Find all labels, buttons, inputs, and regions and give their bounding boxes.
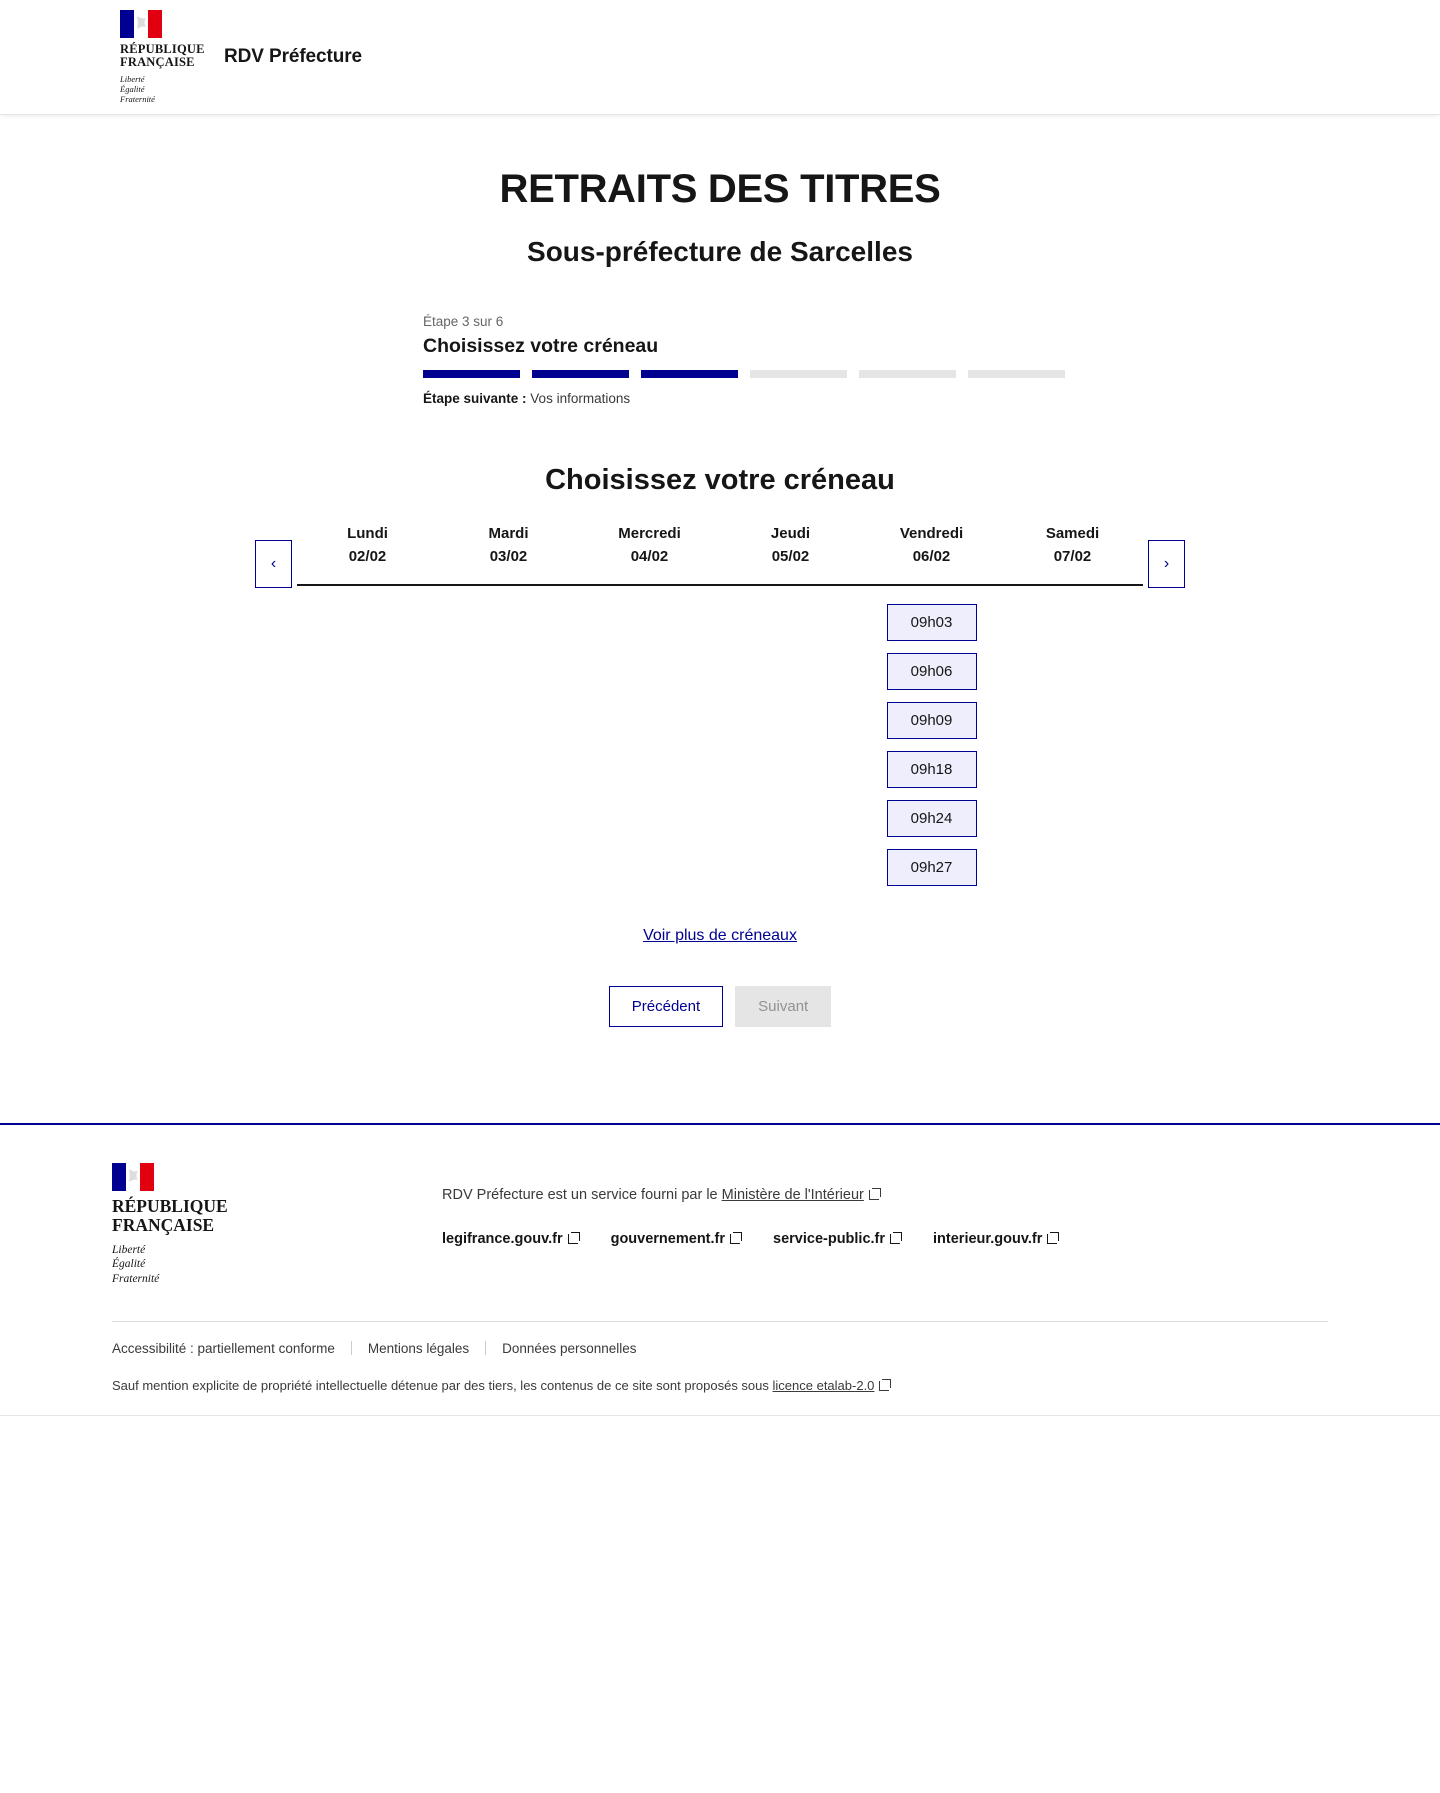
footer-right xyxy=(442,1163,1328,1247)
day-date: 02/02 xyxy=(348,547,387,565)
day-name: Mercredi xyxy=(618,525,681,542)
footer-motto-line-2: Égalité xyxy=(112,1258,146,1271)
day-slot-list xyxy=(579,586,720,604)
stepper-bar-6 xyxy=(968,370,1065,378)
footer-republic-line2: FRANÇAISE xyxy=(112,1215,215,1236)
slot-button[interactable]: 09h18 xyxy=(887,751,977,788)
stepper-count: Étape 3 sur 6 xyxy=(423,314,504,329)
day-header xyxy=(297,523,438,586)
republic-name-line1: RÉPUBLIQUE xyxy=(120,41,205,56)
stepper-bar-3 xyxy=(641,370,738,378)
footer-bottom xyxy=(112,1322,1328,1415)
stepper-next-step xyxy=(423,391,1065,406)
footer-legal-text: Sauf mention explicite de propriété intellectuelle détenue par des tiers, les contenus de ce site sont proposés sous xyxy=(112,1377,773,1393)
chevron-left-icon: ‹ xyxy=(270,555,277,572)
footer-inner xyxy=(112,1163,1328,1415)
french-flag-icon xyxy=(112,1163,154,1191)
french-flag-icon xyxy=(120,10,162,38)
footer-top xyxy=(112,1163,1328,1287)
motto-line-1: Liberté xyxy=(120,73,145,84)
main-content xyxy=(0,115,1440,1027)
stepper-bar-2 xyxy=(532,370,629,378)
stepper-bar-5 xyxy=(859,370,956,378)
header-inner xyxy=(0,10,362,105)
footer-meta-link-1[interactable]: Mentions légales xyxy=(367,1340,470,1356)
stepper-progress xyxy=(423,370,1065,378)
stepper xyxy=(375,314,1065,406)
meta-divider xyxy=(485,1341,486,1355)
etalab-license-label: licence etalab-2.0 xyxy=(772,1377,875,1393)
external-link-icon xyxy=(869,1188,881,1200)
day-header xyxy=(1002,523,1143,586)
site-footer xyxy=(0,1123,1440,1416)
slot-button[interactable]: 09h24 xyxy=(887,800,977,837)
day-header xyxy=(720,523,861,586)
day-date: 04/02 xyxy=(630,547,669,565)
footer-meta-link-0[interactable]: Accessibilité : partiellement conforme xyxy=(112,1340,335,1356)
next-button[interactable]: Suivant xyxy=(735,986,831,1027)
day-name: Jeudi xyxy=(770,525,811,542)
footer-description-text: RDV Préfecture est un service fourni par le xyxy=(442,1187,722,1203)
page-title: RETRAITS DES TITRES xyxy=(499,167,941,211)
footer-link-legifrance-gouv-fr[interactable] xyxy=(442,1231,580,1247)
day-column-vendredi xyxy=(861,523,1002,886)
footer-republic-motto xyxy=(112,1243,442,1287)
slot-button[interactable]: 09h03 xyxy=(887,604,977,641)
footer-republique-francaise-logo xyxy=(112,1163,442,1287)
footer-meta-link-2[interactable]: Données personnelles xyxy=(502,1340,637,1356)
footer-legal xyxy=(112,1378,1328,1415)
day-name: Samedi xyxy=(1045,525,1100,542)
day-column-mercredi xyxy=(579,523,720,886)
motto-line-2: Égalité xyxy=(120,83,145,94)
day-date: 06/02 xyxy=(912,547,951,565)
footer-link-gouvernement-fr[interactable] xyxy=(611,1231,742,1247)
stepper-next-value: Vos informations xyxy=(530,391,631,406)
footer-link-interieur-gouv-fr[interactable] xyxy=(933,1231,1059,1247)
next-week-button[interactable] xyxy=(1148,540,1185,588)
day-header xyxy=(438,523,579,586)
slot-button[interactable]: 09h09 xyxy=(887,702,977,739)
republique-francaise-logo xyxy=(120,10,205,105)
footer-meta-links xyxy=(112,1341,1328,1356)
footer-republic-line1: RÉPUBLIQUE xyxy=(112,1196,228,1216)
footer-link-label: legifrance.gouv.fr xyxy=(442,1231,563,1247)
day-column-jeudi xyxy=(720,523,861,886)
slot-button[interactable]: 09h06 xyxy=(887,653,977,690)
ministry-link[interactable] xyxy=(722,1187,881,1203)
day-date: 07/02 xyxy=(1053,547,1092,565)
day-slot-list xyxy=(1002,586,1143,604)
footer-description xyxy=(442,1187,1328,1203)
slots-heading: Choisissez votre créneau xyxy=(545,464,895,496)
day-columns xyxy=(297,523,1143,886)
stepper-bar-1 xyxy=(423,370,520,378)
day-slot-list xyxy=(861,586,1002,886)
previous-button[interactable]: Précédent xyxy=(609,986,723,1027)
site-header xyxy=(0,0,1440,115)
footer-link-label: service-public.fr xyxy=(773,1231,886,1247)
stepper-bar-4 xyxy=(750,370,847,378)
motto-line-3: Fraternité xyxy=(120,94,155,105)
republic-motto xyxy=(120,74,202,105)
day-name: Mardi xyxy=(488,525,529,542)
external-link-icon xyxy=(890,1232,902,1244)
day-date: 03/02 xyxy=(489,547,528,565)
republic-name xyxy=(120,41,205,70)
etalab-license-link[interactable] xyxy=(773,1378,892,1393)
day-header xyxy=(579,523,720,586)
footer-motto-line-3: Fraternité xyxy=(112,1272,160,1285)
previous-week-button[interactable] xyxy=(255,540,292,588)
more-slots-link[interactable]: Voir plus de créneaux xyxy=(637,926,803,946)
footer-bottom-rule xyxy=(0,1415,1440,1416)
day-slot-list xyxy=(297,586,438,604)
day-slot-list xyxy=(720,586,861,604)
footer-republic-name xyxy=(112,1197,442,1236)
slot-calendar xyxy=(255,523,1185,886)
meta-divider xyxy=(351,1341,352,1355)
footer-link-list xyxy=(442,1231,1328,1247)
day-column-samedi xyxy=(1002,523,1143,886)
day-column-lundi xyxy=(297,523,438,886)
ministry-link-label: Ministère de l'Intérieur xyxy=(721,1187,864,1203)
external-link-icon xyxy=(879,1379,891,1391)
day-slot-list xyxy=(438,586,579,604)
service-title: RDV Préfecture xyxy=(224,46,362,67)
day-column-mardi xyxy=(438,523,579,886)
page-subtitle: Sous-préfecture de Sarcelles xyxy=(527,236,913,267)
form-actions xyxy=(0,986,1440,1027)
day-name: Lundi xyxy=(347,525,388,542)
stepper-current-title: Choisissez votre créneau xyxy=(423,335,659,357)
chevron-right-icon: › xyxy=(1163,555,1170,572)
day-date: 05/02 xyxy=(771,547,810,565)
day-header xyxy=(861,523,1002,586)
external-link-icon xyxy=(568,1232,580,1244)
external-link-icon xyxy=(1047,1232,1059,1244)
stepper-next-label: Étape suivante : xyxy=(423,391,527,406)
day-name: Vendredi xyxy=(899,525,964,542)
footer-motto-line-1: Liberté xyxy=(112,1243,146,1256)
footer-link-label: gouvernement.fr xyxy=(610,1231,726,1247)
external-link-icon xyxy=(730,1232,742,1244)
footer-link-service-public-fr[interactable] xyxy=(773,1231,902,1247)
republic-name-line2: FRANÇAISE xyxy=(120,55,195,70)
slot-button[interactable]: 09h27 xyxy=(887,849,977,886)
footer-link-label: interieur.gouv.fr xyxy=(933,1231,1043,1247)
